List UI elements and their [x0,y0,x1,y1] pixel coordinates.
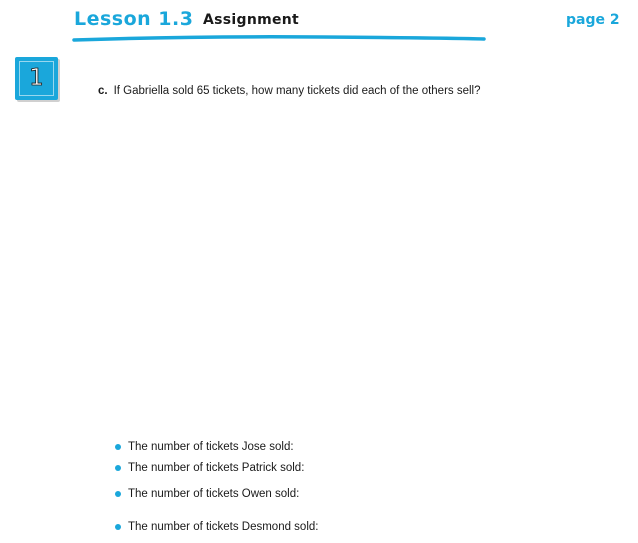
answer-item-owen [115,488,299,500]
question-letter: c. [98,85,108,97]
answer-item-patrick [115,462,304,474]
bullet-icon [115,524,121,530]
bullet-icon [115,444,121,450]
answer-label: The number of tickets Owen sold: [128,488,300,500]
problem-number-badge [15,57,58,100]
problem-number: 1 [29,65,44,91]
lesson-title: Lesson 1.3 [74,8,194,30]
bullet-icon [115,465,121,471]
answer-label: The number of tickets Patrick sold: [128,462,305,474]
bullet-icon [115,491,121,497]
answer-item-desmond [115,521,318,533]
answer-label: The number of tickets Jose sold: [128,441,294,453]
answer-label: The number of tickets Desmond sold: [128,521,319,533]
assignment-label: Assignment [203,12,300,28]
question-c [98,85,481,97]
header-underline [72,34,486,44]
question-text: If Gabriella sold 65 tickets, how many tickets did each of the others sell? [113,85,481,97]
answer-item-jose [115,441,294,453]
page-number: page 2 [566,12,620,28]
